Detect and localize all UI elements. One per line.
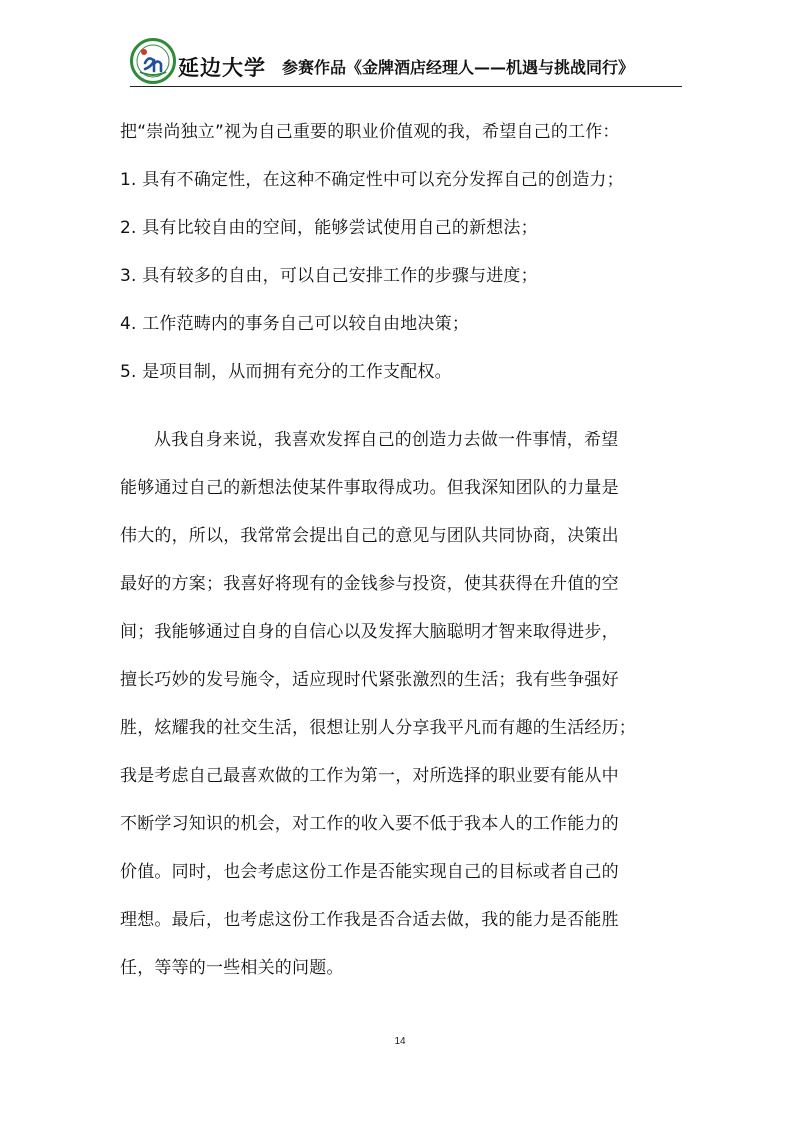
list-item: 3. 具有较多的自由，可以自己安排工作的步骤与进度； (120, 266, 538, 286)
list-item: 4. 工作范畴内的事务自己可以较自由地决策； (120, 314, 470, 334)
paragraph-line: 伟大的，所以，我常常会提出自己的意见与团队共同协商，决策出 (120, 526, 619, 546)
list-item: 5. 是项目制，从而拥有充分的工作支配权。 (120, 362, 452, 382)
page-body (120, 108, 685, 992)
paragraph-spacer (120, 396, 685, 416)
university-name: 延边大学 (178, 56, 266, 80)
page-header (130, 38, 682, 90)
paragraph-line: 能够通过自己的新想法使某件事取得成功。但我深知团队的力量是 (120, 478, 619, 498)
paragraph-line: 价值。同时，也会考虑这份工作是否能实现自己的目标或者自己的 (120, 862, 619, 882)
paragraph-line: 我是考虑自己最喜欢做的工作为第一，对所选择的职业要有能从中 (120, 766, 619, 786)
document-title: 参赛作品《金牌酒店经理人——机遇与挑战同行》 (282, 58, 635, 77)
paragraph-line: 擅长巧妙的发号施令，适应现时代紧张激烈的生活；我有些争强好 (120, 670, 619, 690)
paragraph-line: 理想。最后，也考虑这份工作我是否合适去做，我的能力是否能胜 (120, 910, 619, 930)
page-number: 14 (394, 1036, 406, 1047)
paragraph-line: 最好的方案；我喜好将现有的金钱参与投资，使其获得在升值的空 (120, 574, 619, 594)
paragraph-line: 任，等等的一些相关的问题。 (120, 958, 344, 978)
list-item: 2. 具有比较自由的空间，能够尝试使用自己的新想法； (120, 218, 538, 238)
header-divider (130, 86, 682, 87)
paragraph-line: 从我自身来说，我喜欢发挥自己的创造力去做一件事情，希望 (154, 430, 619, 450)
list-item: 1. 具有不确定性，在这种不确定性中可以充分发挥自己的创造力； (120, 170, 624, 190)
paragraph-line: 间；我能够通过自身的自信心以及发挥大脑聪明才智来取得进步， (120, 622, 619, 642)
paragraph-line: 胜，炫耀我的社交生活，很想让别人分享我平凡而有趣的生活经历； (120, 718, 636, 738)
paragraph-line: 不断学习知识的机会，对工作的收入要不低于我本人的工作能力的 (120, 814, 619, 834)
yanbian-university-logo-icon (130, 38, 176, 84)
list-intro: 把“崇尚独立”视为自己重要的职业价值观的我，希望自己的工作： (120, 122, 620, 142)
body-paragraph (120, 416, 685, 992)
